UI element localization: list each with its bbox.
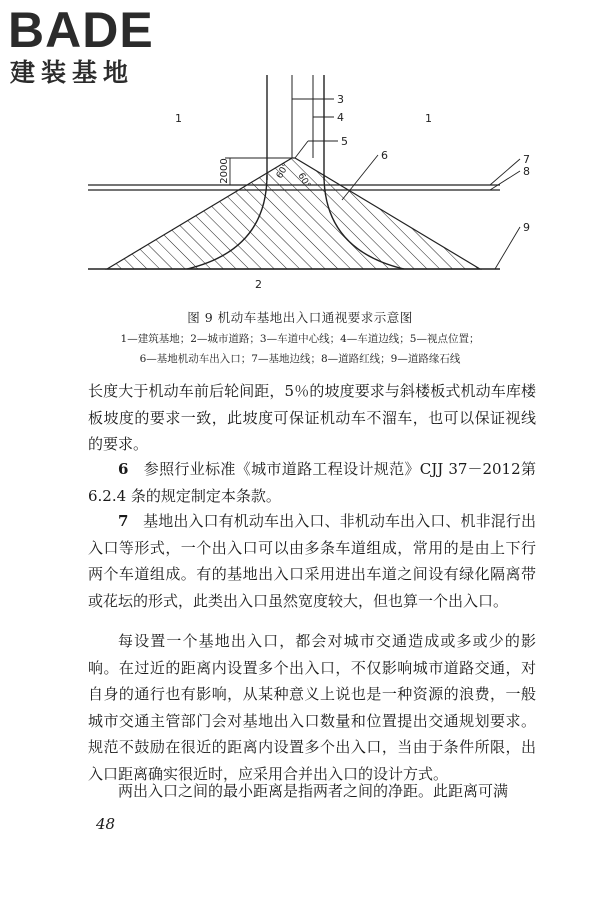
dimension-2000-label: 2000 (219, 158, 230, 184)
angle-label-left: 60° (274, 161, 292, 181)
paragraph-clause-6 (88, 456, 536, 509)
paragraph-slope: 长度大于机动车前后轮间距，5％的坡度要求与斜楼板式机动车库楼板坡度的要求一致，此坡度可保证机动车不溜车，也可以保证视线的要求。 (88, 382, 536, 453)
logo-wordmark: BADE (8, 2, 154, 58)
label-viewpoint: 5 (341, 135, 348, 148)
figure-legend-line-1: 1—建筑基地；2—城市道路；3—车道中心线；4—车道边线；5—视点位置； (120, 333, 480, 345)
sight-triangle-diagram (80, 75, 540, 300)
label-site-boundary: 7 (523, 153, 530, 166)
label-site-entrance: 6 (381, 149, 388, 162)
clause-text: 基地出入口有机动车出入口、非机动车出入口、机非混行出入口等形式，一个出入口可以由多条车道组成，常用的是由上下行两个车道组成。有的基地出入口采用进出车道之间设有绿化隔离带或花坛的形式，此类出入口虽然宽度较大，但也算一个出入口。 (88, 512, 536, 610)
label-lane-edge: 4 (337, 111, 344, 124)
label-building-left: 1 (175, 112, 182, 125)
sight-zone-hatch (107, 158, 480, 269)
clause-number: 7 (118, 512, 129, 530)
angle-label-right: 60° (295, 171, 313, 191)
paragraph-entrance-impact: 每设置一个基地出入口，都会对城市交通造成或多或少的影响。在过近的距离内设置多个出入口，不仅影响城市道路交通，对自身的通行也有影响，从某种意义上说也是一种资源的浪费，一般城市交通主管部门会对基地出入口数量和位置提出交通规划要求。规范不鼓励在很近的距离内设置多个出入口，当由于条件所限，出入口距离确实很近时，应采用合并出入口的设计方式。 (88, 632, 536, 783)
clause-text: 参照行业标准《城市道路工程设计规范》CJJ 37－2012第 6.2.4 条的规定制定本条款。 (88, 460, 536, 505)
paragraph-min-distance: 两出入口之间的最小距离是指两者之间的净距。此距离可满 (118, 782, 509, 800)
clause-number: 6 (118, 460, 129, 478)
label-building-right: 1 (425, 112, 432, 125)
label-curb-line: 9 (523, 221, 530, 234)
page-number: 48 (96, 815, 116, 833)
paragraph-clause-7 (88, 508, 536, 614)
figure-legend-line-2: 6—基地机动车出入口；7—基地边线；8—道路红线；9—道路缘石线 (139, 353, 461, 365)
logo-subtitle: 建装基地 (10, 58, 135, 87)
label-road-red-line: 8 (523, 165, 530, 178)
figure-caption-title: 图 9 机动车基地出入口通视要求示意图 (187, 310, 413, 325)
label-city-road: 2 (255, 278, 262, 291)
label-lane-center: 3 (337, 93, 344, 106)
